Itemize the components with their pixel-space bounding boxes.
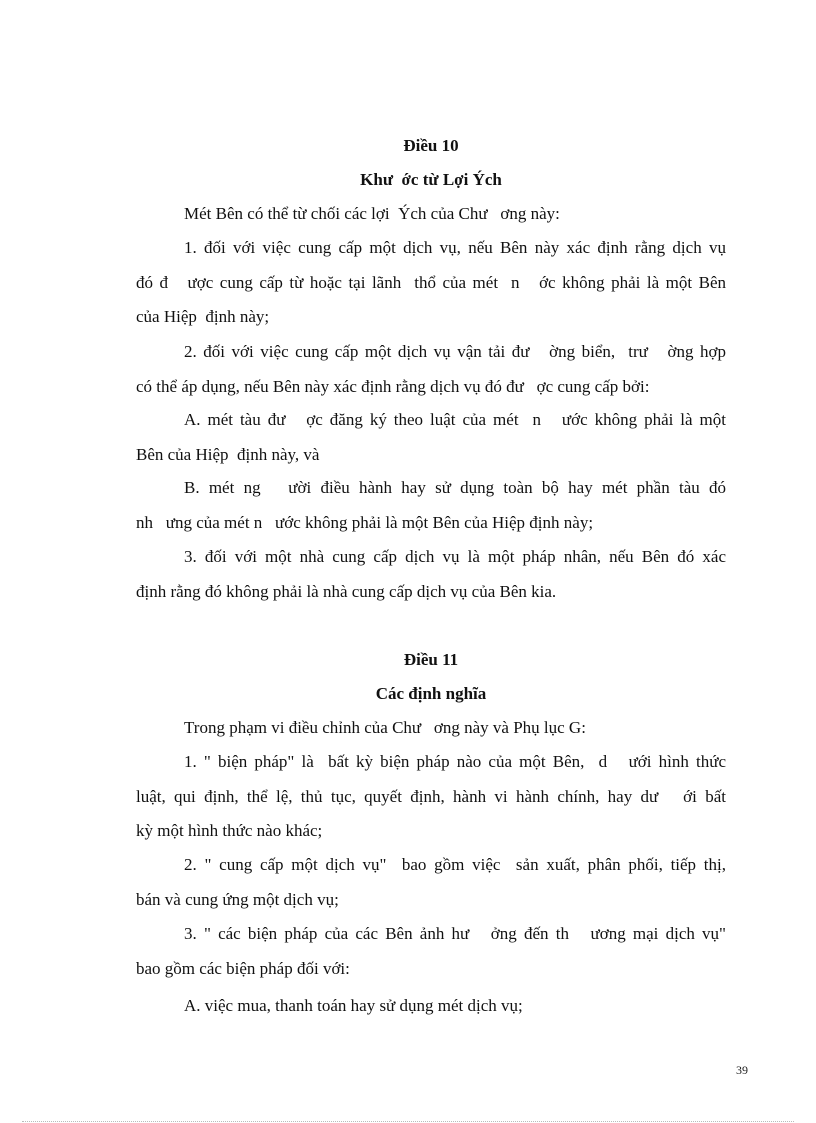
article-11-subtitle: Các định nghĩa: [375, 684, 487, 703]
article-10-subtitle: Khư ớc từ Lợi Ých: [360, 170, 502, 189]
paragraph-line: định rằng đó không phải là nhà cung cấp dịch vụ của Bên kia.: [136, 581, 557, 601]
paragraph-line: của Hiệp định này;: [136, 307, 270, 326]
page-number: 39: [736, 1063, 748, 1077]
paragraph-line: bán và cung ứng một dịch vụ;: [136, 889, 339, 909]
paragraph-line: 3. " các biện pháp của các Bên ảnh hư ởng đến th ương mại dịch vụ": [184, 924, 726, 943]
paragraph-line: 3. đối với một nhà cung cấp dịch vụ là một pháp nhân, nếu Bên đó xác: [184, 547, 726, 566]
paragraph-line: luật, qui định, thể lệ, thủ tục, quyết định, hành vi hành chính, hay dư ới bất: [136, 786, 726, 806]
paragraph-line: B. mét ng ười điều hành hay sử dụng toàn bộ hay mét phần tàu đó: [184, 478, 726, 497]
page-bottom-divider: [22, 1121, 794, 1122]
paragraph-line: bao gồm các biện pháp đối với:: [136, 958, 350, 978]
article-10-item-b: [136, 471, 726, 540]
article-10-item-1: [136, 231, 726, 335]
article-10-item-2: [136, 335, 726, 404]
article-11-definition-2: [136, 848, 726, 917]
paragraph-line: kỳ một hình thức nào khác;: [136, 821, 323, 840]
paragraph-line: 1. " biện pháp" là bất kỳ biện pháp nào của một Bên, d ưới hình thức: [184, 752, 726, 771]
article-10-title: Điều 10: [403, 136, 459, 155]
paragraph-line: 2. đối với việc cung cấp một dịch vụ vận tải đư ờng biển, trư ờng hợp: [184, 342, 726, 361]
article-11-definition-3-a: A. việc mua, thanh toán hay sử dụng mét dịch vụ;: [184, 996, 523, 1015]
article-10-intro: Mét Bên có thể từ chối các lợi Ých của Chư ơng này:: [184, 204, 560, 223]
article-11-title: Điều 11: [403, 650, 459, 669]
paragraph-line: nh ưng của mét n ước không phải là một Bên của Hiệp định này;: [136, 512, 594, 532]
paragraph-line: Bên của Hiệp định này, và: [136, 444, 320, 464]
paragraph-line: có thể áp dụng, nếu Bên này xác định rằng dịch vụ đó đư ợc cung cấp bởi:: [136, 376, 650, 396]
article-10-item-a: [136, 403, 726, 472]
paragraph-line: 2. " cung cấp một dịch vụ" bao gồm việc sản xuất, phân phối, tiếp thị,: [184, 855, 726, 874]
paragraph-line: 1. đối với việc cung cấp một dịch vụ, nếu Bên này xác định rằng dịch vụ: [184, 238, 726, 257]
article-11-intro: Trong phạm vi điều chỉnh của Chư ơng này và Phụ lục G:: [184, 718, 586, 737]
paragraph-line: đó đ ược cung cấp từ hoặc tại lãnh thổ của mét n ớc không phải là một Bên: [136, 272, 726, 292]
article-11-definition-1: [136, 745, 726, 849]
article-10-item-3: [136, 540, 726, 609]
article-11-definition-3: [136, 917, 726, 986]
paragraph-line: A. mét tàu đư ợc đăng ký theo luật của mét n ước không phải là một: [184, 410, 726, 429]
